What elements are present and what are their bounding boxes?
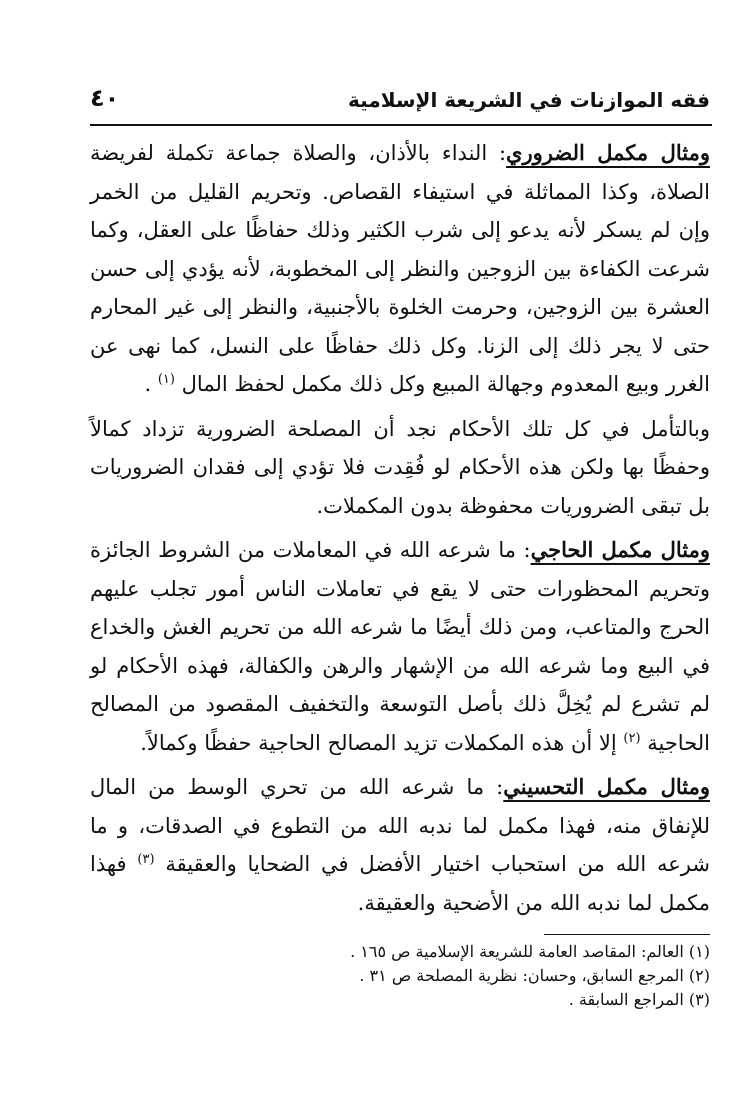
footnotes: [90, 940, 710, 1012]
footnote-ref: (٣): [137, 852, 155, 867]
footnote: (١) العالم: المقاصد العامة للشريعة الإسلامية ص ١٦٥ .: [350, 942, 710, 961]
paragraph-text: وبالتأمل في كل تلك الأحكام نجد أن المصلحة الضرورية تزداد كمالاً وحفظًا بها ولكن هذه الأحكام لو فُقِدت فلا تؤدي إلى فقدان الضروريات بل تبقى الضروريات محفوظة بدون المكملات.: [90, 416, 710, 518]
paragraph-lead: ومثال مكمل الحاجي: [530, 537, 710, 562]
footnote: (٢) المرجع السابق، وحسان: نظرية المصلحة ص ٣١ .: [359, 966, 710, 985]
paragraph-text: : ما شرعه الله من تحري الوسط من المال للإنفاق منه، فهذا مكمل لما ندبه الله من التطوع في الصدقات، و ما شرعه الله من استحباب اختيار الأفضل في الضحايا والعقيقة: [90, 775, 710, 876]
paragraph-tail: إلا أن هذه المكملات تزيد المصالح الحاجية حفظًا وكمالاً.: [140, 730, 624, 755]
body-text: [90, 134, 710, 922]
running-title: فقه الموازنات في الشريعة الإسلامية: [348, 88, 710, 112]
footnote: (٣) المراجع السابقة .: [568, 990, 710, 1009]
running-header: [90, 82, 710, 122]
footnote-ref: (١): [157, 372, 175, 387]
paragraph-reflection: [90, 410, 710, 526]
paragraph-necessary-complement: [90, 134, 710, 404]
paragraph-lead: ومثال مكمل التحسيني: [503, 774, 710, 799]
paragraph-lead: ومثال مكمل الضروري: [506, 140, 710, 165]
paragraph-improvement-complement: [90, 768, 710, 922]
paragraph-tail: .: [144, 372, 158, 396]
page-number: ٤٠: [90, 84, 120, 112]
paragraph-text: : ما شرعه الله في المعاملات من الشروط الجائزة وتحريم المحظورات حتى لا يقع في تعاملات الناس أمور تجلب عليهم الحرج والمتاعب، ومن ذلك أيضًا ما شرعه الله من تحريم الغش والخداع في البيع وما شرعه الله من الإشهار والرهن والكفالة، فهذه الأحكام لو لم تشرع لم يُخِلَّ ذلك بأصل التوسعة والتخفيف المقصود من المصالح الحاجية: [90, 538, 710, 755]
header-rule: [90, 124, 712, 126]
paragraph-tail: فهذا مكمل لما ندبه الله من الأضحية والعقيقة.: [90, 852, 710, 915]
footnote-rule: [544, 934, 710, 935]
footnote-ref: (٢): [623, 730, 641, 746]
paragraph-need-complement: [90, 531, 710, 762]
paragraph-text: : النداء بالأذان، والصلاة جماعة تكملة لفريضة الصلاة، وكذا المماثلة في استيفاء القصاص. وتحريم القليل من الخمر وإن لم يسكر لأنه يدعو إلى شرب الكثير وذلك حفاظًا على العقل، وكما شرعت الكفاءة بين الزوجين والنظر إلى المخطوبة، لأنه يؤدي إلى حسن العشرة بين الزوجين، وحرمت الخلوة بالأجنبية، والنظر إلى غير المحارم حتى لا يجر ذلك إلى الزنا. وكل ذلك حفاظًا على النسل، كما نهى عن الغرر وبيع المعدوم وجهالة المبيع وكل ذلك مكمل لحفظ المال: [90, 141, 711, 396]
